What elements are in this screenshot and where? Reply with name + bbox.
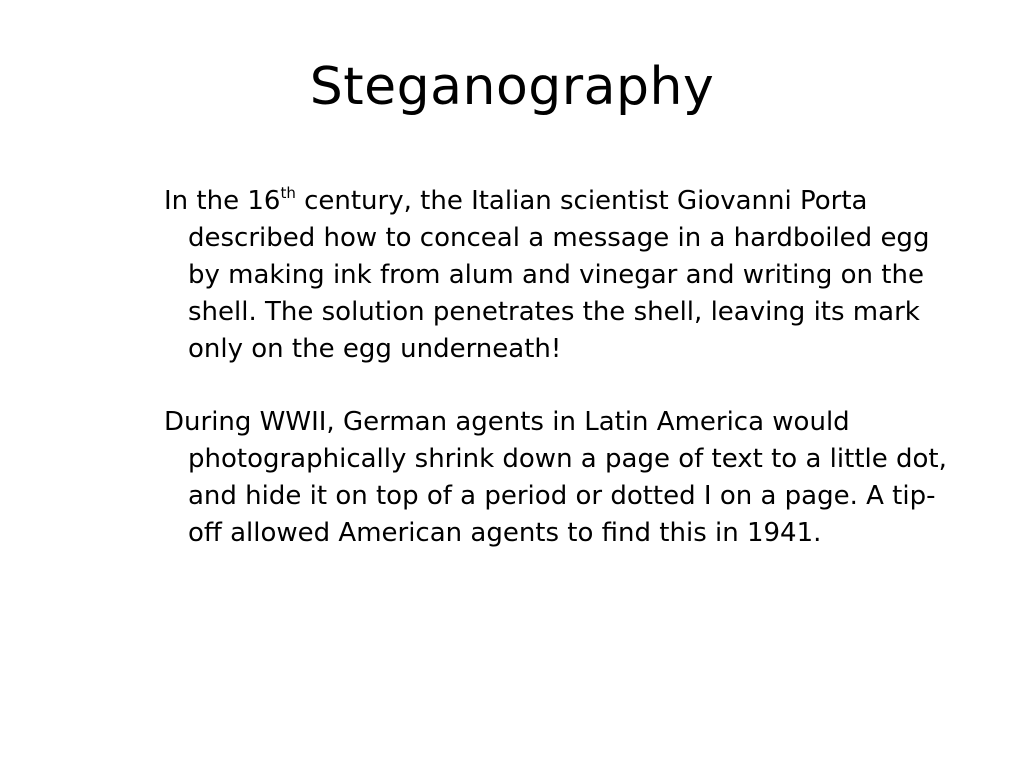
paragraph-porta-rest: century, the Italian scientist Giovanni Porta described how to conceal a message in a hardboiled egg by making ink from alum and vinegar and writing on the shell. The solution penetrates the shell, leaving its mark only on the egg underneath! — [188, 186, 930, 364]
slide-body — [164, 183, 964, 552]
paragraph-porta-egg — [164, 183, 964, 368]
paragraph-porta-lead: In the 16 — [164, 186, 281, 216]
slide-title: Steganography — [309, 57, 715, 117]
paragraph-wwii-microdot: During WWII, German agents in Latin America would photographically shrink down a page of text to a little dot, and hide it on top of a period or dotted I on a page. A tip-off allowed American agents to find this in 1941. — [164, 407, 947, 548]
ordinal-superscript: th — [280, 184, 296, 202]
